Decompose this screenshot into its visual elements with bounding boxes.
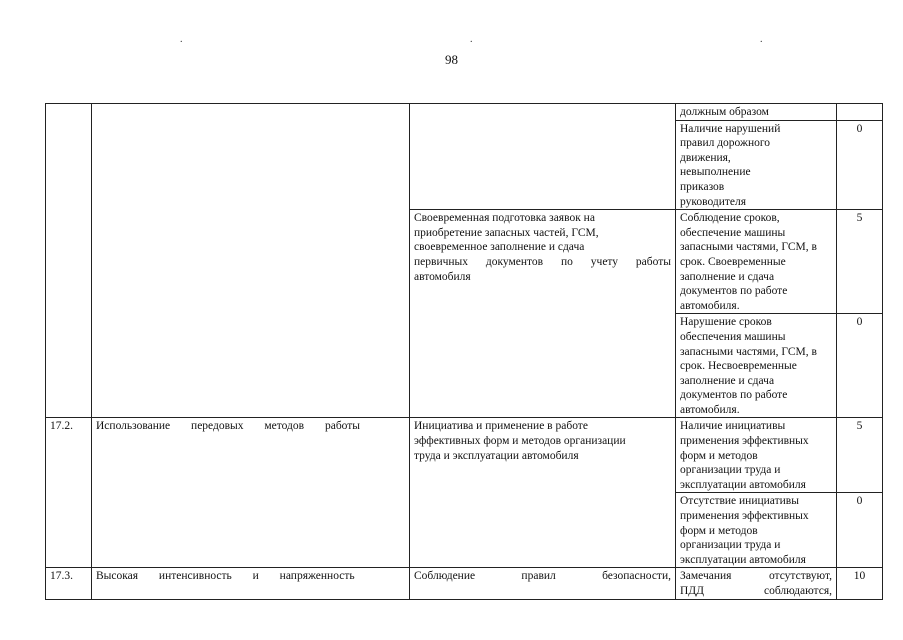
table-row <box>46 104 883 121</box>
page-number: 98 <box>445 52 458 67</box>
item-number-cell <box>46 104 92 418</box>
condition-cell: Замечания отсутствуют, ПДД соблюдаются, <box>676 568 837 599</box>
indicator-cell: Инициатива и применение в работе эффективных форм и методов организации труда и эксплуатации автомобиля <box>410 418 676 568</box>
score-cell: 0 <box>837 314 883 418</box>
scan-dot: . <box>470 34 473 45</box>
indicator-cell: Своевременная подготовка заявок на приобретение запасных частей, ГСМ, своевременное заполнение и сдача первичных документов по учету работы автомобиля <box>410 210 676 418</box>
condition-cell: должным образом <box>676 104 837 121</box>
condition-cell: Наличие инициативы применения эффективных форм и методов организации труда и эксплуатации автомобиля <box>676 418 837 493</box>
score-cell <box>837 104 883 121</box>
item-number-cell: 17.2. <box>46 418 92 568</box>
scan-dot: . <box>180 34 183 45</box>
condition-cell: Отсутствие инициативы применения эффективных форм и методов организации труда и эксплуатации автомобиля <box>676 493 837 568</box>
indicator-cell <box>410 104 676 210</box>
indicator-cell: Соблюдение правил безопасности, <box>410 568 676 599</box>
condition-cell: Наличие нарушений правил дорожного движения, невыполнение приказов руководителя <box>676 120 837 210</box>
table-row <box>46 418 883 493</box>
table-row <box>46 568 883 599</box>
condition-cell: Соблюдение сроков, обеспечение машины запасными частями, ГСМ, в срок. Своевременные заполнение и сдача документов по работе автомобиля. <box>676 210 837 314</box>
score-cell: 10 <box>837 568 883 599</box>
criterion-cell: Использование передовых методов работы <box>92 418 410 568</box>
criteria-table <box>45 103 883 600</box>
criterion-cell: Высокая интенсивность и напряженность <box>92 568 410 599</box>
score-cell: 5 <box>837 210 883 314</box>
item-number-cell: 17.3. <box>46 568 92 599</box>
criterion-cell <box>92 104 410 418</box>
score-cell: 5 <box>837 418 883 493</box>
score-cell: 0 <box>837 493 883 568</box>
condition-cell: Нарушение сроков обеспечения машины запасными частями, ГСМ, в срок. Несвоевременные заполнение и сдача документов по работе автомобиля. <box>676 314 837 418</box>
scan-dot: . <box>760 34 763 45</box>
score-cell: 0 <box>837 120 883 210</box>
